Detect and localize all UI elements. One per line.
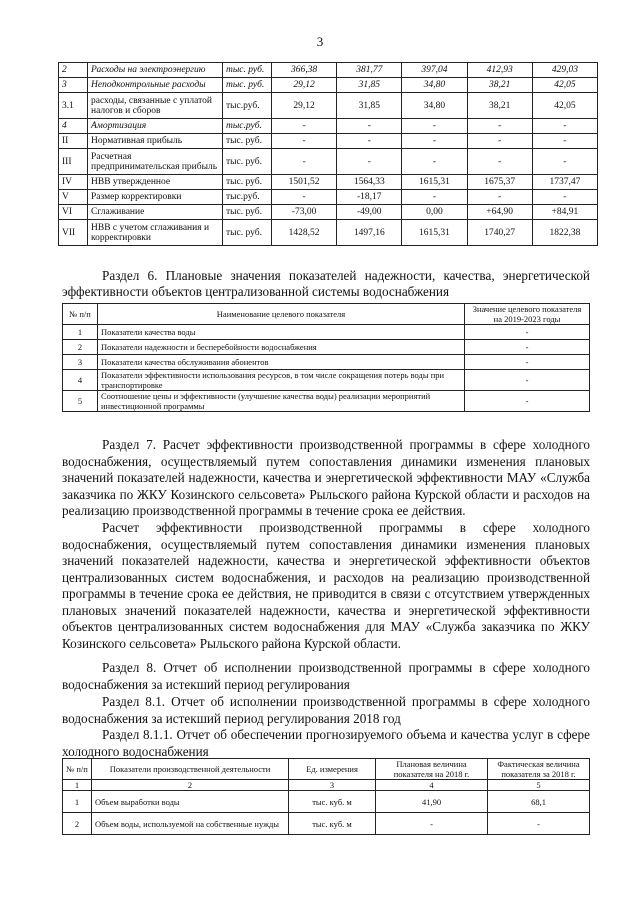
row-unit: тыс. куб. м bbox=[289, 813, 376, 835]
row-value: 29,12 bbox=[272, 78, 337, 93]
table-row bbox=[59, 78, 598, 93]
row-number: II bbox=[59, 134, 88, 149]
row-value: 381,77 bbox=[337, 63, 402, 78]
colnum: 3 bbox=[289, 780, 376, 791]
row-value: - bbox=[402, 149, 467, 175]
row-value: 38,21 bbox=[467, 93, 532, 119]
row-number: 4 bbox=[59, 119, 88, 134]
row-value: 1564,33 bbox=[337, 175, 402, 190]
table-row bbox=[63, 325, 590, 340]
row-number: VI bbox=[59, 205, 88, 220]
row-name: Сглаживание bbox=[88, 205, 223, 220]
row-value: - bbox=[402, 119, 467, 134]
row-value: - bbox=[467, 119, 532, 134]
row-name: Показатели качества воды bbox=[98, 325, 465, 340]
table-row bbox=[59, 134, 598, 149]
table-row bbox=[59, 190, 598, 205]
row-unit: тыс. руб. bbox=[223, 175, 272, 190]
row-value: 1497,16 bbox=[337, 220, 402, 246]
row-value: -18,17 bbox=[337, 190, 402, 205]
row-value: - bbox=[532, 134, 597, 149]
row-unit: тыс. руб. bbox=[223, 134, 272, 149]
row-value: - bbox=[272, 134, 337, 149]
row-value: - bbox=[467, 190, 532, 205]
row-value: - bbox=[402, 190, 467, 205]
row-value: 42,05 bbox=[532, 78, 597, 93]
row-number: 2 bbox=[63, 813, 92, 835]
row-unit: тыс. куб. м bbox=[289, 791, 376, 813]
row-number: VII bbox=[59, 220, 88, 246]
row-unit: тыс. руб. bbox=[223, 149, 272, 175]
row-name: Показатели надежности и бесперебойности водоснабжения bbox=[98, 340, 465, 355]
row-name: Неподконтрольные расходы bbox=[88, 78, 223, 93]
table-header-row bbox=[63, 304, 590, 325]
row-value: - bbox=[272, 119, 337, 134]
table-row bbox=[59, 205, 598, 220]
row-value: +64,90 bbox=[467, 205, 532, 220]
col-header-name: Наименование целевого показателя bbox=[98, 304, 465, 325]
row-value: 1428,52 bbox=[272, 220, 337, 246]
row-name: Показатели эффективности использования ресурсов, в том числе сокращения потерь воды при транспортировке bbox=[98, 370, 465, 391]
table-header-row bbox=[63, 759, 590, 780]
row-value: - bbox=[402, 134, 467, 149]
row-value: - bbox=[465, 355, 590, 370]
row-name: НВВ утвержденное bbox=[88, 175, 223, 190]
row-number: 4 bbox=[63, 370, 98, 391]
row-name: Объем выработки воды bbox=[92, 791, 289, 813]
col-header-plan: Плановая величина показателя на 2018 г. bbox=[376, 759, 488, 780]
table-row bbox=[63, 391, 590, 412]
row-fact: - bbox=[488, 813, 590, 835]
row-value: - bbox=[467, 149, 532, 175]
row-value: 31,85 bbox=[337, 93, 402, 119]
section-8-heading: Раздел 8. Отчет об исполнении производственной программы в сфере холодного водоснабжения за истекший период регулирования bbox=[62, 660, 590, 692]
table-row bbox=[59, 93, 598, 119]
row-value: 42,05 bbox=[532, 93, 597, 119]
table-row bbox=[59, 220, 598, 246]
row-unit: тыс.руб. bbox=[223, 119, 272, 134]
row-name: Нормативная прибыль bbox=[88, 134, 223, 149]
row-value: - bbox=[532, 149, 597, 175]
row-value: - bbox=[465, 325, 590, 340]
row-value: 397,04 bbox=[402, 63, 467, 78]
row-value: 29,12 bbox=[272, 93, 337, 119]
colnum: 1 bbox=[63, 780, 92, 791]
row-name: Показатели качества обслуживания абонентов bbox=[98, 355, 465, 370]
table-row bbox=[63, 355, 590, 370]
row-value: 1501,52 bbox=[272, 175, 337, 190]
row-number: 1 bbox=[63, 791, 92, 813]
production-table bbox=[62, 758, 590, 835]
section-7-paragraph-1: Раздел 7. Расчет эффективности производственной программы в сфере холодного водоснабжения, осуществляемый путем сопоставления динамики изменения плановых значений показателей надежности, качества и энергетической эффективности МАУ «Служба заказчика по ЖКУ Козинского сельсовета» Рыльского района Курской области и расходов на реализацию производственной программы в течение срока ее действия. bbox=[62, 437, 590, 518]
row-name: Соотношение цены и эффективности (улучшение качества воды) реализации мероприятий инвестиционной программы bbox=[98, 391, 465, 412]
col-header-unit: Ед. измерения bbox=[289, 759, 376, 780]
table-row bbox=[63, 340, 590, 355]
row-value: - bbox=[465, 340, 590, 355]
row-value: - bbox=[532, 119, 597, 134]
row-value: 1615,31 bbox=[402, 220, 467, 246]
colnum: 2 bbox=[92, 780, 289, 791]
table-row bbox=[63, 370, 590, 391]
row-unit: тыс. руб. bbox=[223, 205, 272, 220]
table-row bbox=[63, 813, 590, 835]
row-unit: тыс.руб. bbox=[223, 190, 272, 205]
row-value: 0,00 bbox=[402, 205, 467, 220]
row-value: - bbox=[465, 370, 590, 391]
table-row bbox=[63, 791, 590, 813]
row-unit: тыс. руб. bbox=[223, 78, 272, 93]
row-value: -73,00 bbox=[272, 205, 337, 220]
section-7-paragraph-2: Расчет эффективности производственной программы в сфере холодного водоснабжения, осуществляемый путем сопоставления динамики изменения плановых значений показателей надежности, качества и энергетической эффективности объектов централизованных систем водоснабжения, и расходов на реализацию производственной программы в течение срока ее действия, не приводится в связи с отсутствием утвержденных плановых значений показателей надежности, качества и энергетической эффективности объектов централизованных систем водоснабжения для МАУ «Служба заказчика по ЖКУ Козинского сельсовета» Рыльского района Курской области. bbox=[62, 520, 590, 651]
row-value: - bbox=[467, 134, 532, 149]
targets-table bbox=[62, 303, 590, 412]
row-number: IV bbox=[59, 175, 88, 190]
row-value: 1675,37 bbox=[467, 175, 532, 190]
section-6-heading: Раздел 6. Плановые значения показателей надежности, качества, энергетической эффективности объектов централизованной системы водоснабжения bbox=[62, 268, 590, 299]
table-row bbox=[59, 119, 598, 134]
row-unit: тыс. руб. bbox=[223, 63, 272, 78]
row-value: 1822,38 bbox=[532, 220, 597, 246]
row-number: 3 bbox=[63, 355, 98, 370]
row-value: - bbox=[272, 149, 337, 175]
row-name: НВВ с учетом сглаживания и корректировки bbox=[88, 220, 223, 246]
row-number: 5 bbox=[63, 391, 98, 412]
section-8-1-1-heading: Раздел 8.1.1. Отчет об обеспечении прогнозируемого объема и качества услуг в сфере холодного водоснабжения bbox=[62, 727, 590, 759]
row-number: 2 bbox=[59, 63, 88, 78]
row-unit: тыс. руб. bbox=[223, 220, 272, 246]
row-number: 3.1 bbox=[59, 93, 88, 119]
row-fact: 68,1 bbox=[488, 791, 590, 813]
row-value: - bbox=[465, 391, 590, 412]
table-row bbox=[59, 63, 598, 78]
row-value: 38,21 bbox=[467, 78, 532, 93]
row-value: 1737,47 bbox=[532, 175, 597, 190]
costs-table bbox=[58, 62, 598, 246]
row-plan: 41,90 bbox=[376, 791, 488, 813]
row-value: 429,03 bbox=[532, 63, 597, 78]
row-value: - bbox=[272, 190, 337, 205]
row-value: 34,80 bbox=[402, 93, 467, 119]
row-name: Амортизация bbox=[88, 119, 223, 134]
row-plan: - bbox=[376, 813, 488, 835]
row-name: Расчетная предпринимательская прибыль bbox=[88, 149, 223, 175]
col-header-num: № п/п bbox=[63, 304, 98, 325]
row-number: V bbox=[59, 190, 88, 205]
row-value: - bbox=[532, 190, 597, 205]
row-value: 31,85 bbox=[337, 78, 402, 93]
section-8-1-heading: Раздел 8.1. Отчет об исполнении производственной программы в сфере холодного водоснабжения за истекший период регулирования 2018 год bbox=[62, 694, 590, 726]
row-value: 1615,31 bbox=[402, 175, 467, 190]
row-value: -49,00 bbox=[337, 205, 402, 220]
col-header-value: Значение целевого показателя на 2019-2023 годы bbox=[465, 304, 590, 325]
row-value: - bbox=[337, 149, 402, 175]
row-number: 1 bbox=[63, 325, 98, 340]
row-number: 3 bbox=[59, 78, 88, 93]
col-header-num: № п/п bbox=[63, 759, 92, 780]
colnum: 5 bbox=[488, 780, 590, 791]
row-number: 2 bbox=[63, 340, 98, 355]
row-number: III bbox=[59, 149, 88, 175]
table-row bbox=[59, 149, 598, 175]
row-name: Объем воды, используемой на собственные нужды bbox=[92, 813, 289, 835]
colnum: 4 bbox=[376, 780, 488, 791]
row-value: 366,38 bbox=[272, 63, 337, 78]
row-value: 412,93 bbox=[467, 63, 532, 78]
row-unit: тыс.руб. bbox=[223, 93, 272, 119]
row-value: 34,80 bbox=[402, 78, 467, 93]
col-header-indicator: Показатели производственной деятельности bbox=[92, 759, 289, 780]
row-value: +84,91 bbox=[532, 205, 597, 220]
row-name: Размер корректировки bbox=[88, 190, 223, 205]
row-value: 1740,27 bbox=[467, 220, 532, 246]
col-header-fact: Фактическая величина показателя за 2018 г. bbox=[488, 759, 590, 780]
table-row bbox=[59, 175, 598, 190]
row-name: расходы, связанные с уплатой налогов и сборов bbox=[88, 93, 223, 119]
row-value: - bbox=[337, 119, 402, 134]
table-colnum-row bbox=[63, 780, 590, 791]
row-name: Расходы на электроэнергию bbox=[88, 63, 223, 78]
page-number: 3 bbox=[316, 34, 324, 49]
row-value: - bbox=[337, 134, 402, 149]
